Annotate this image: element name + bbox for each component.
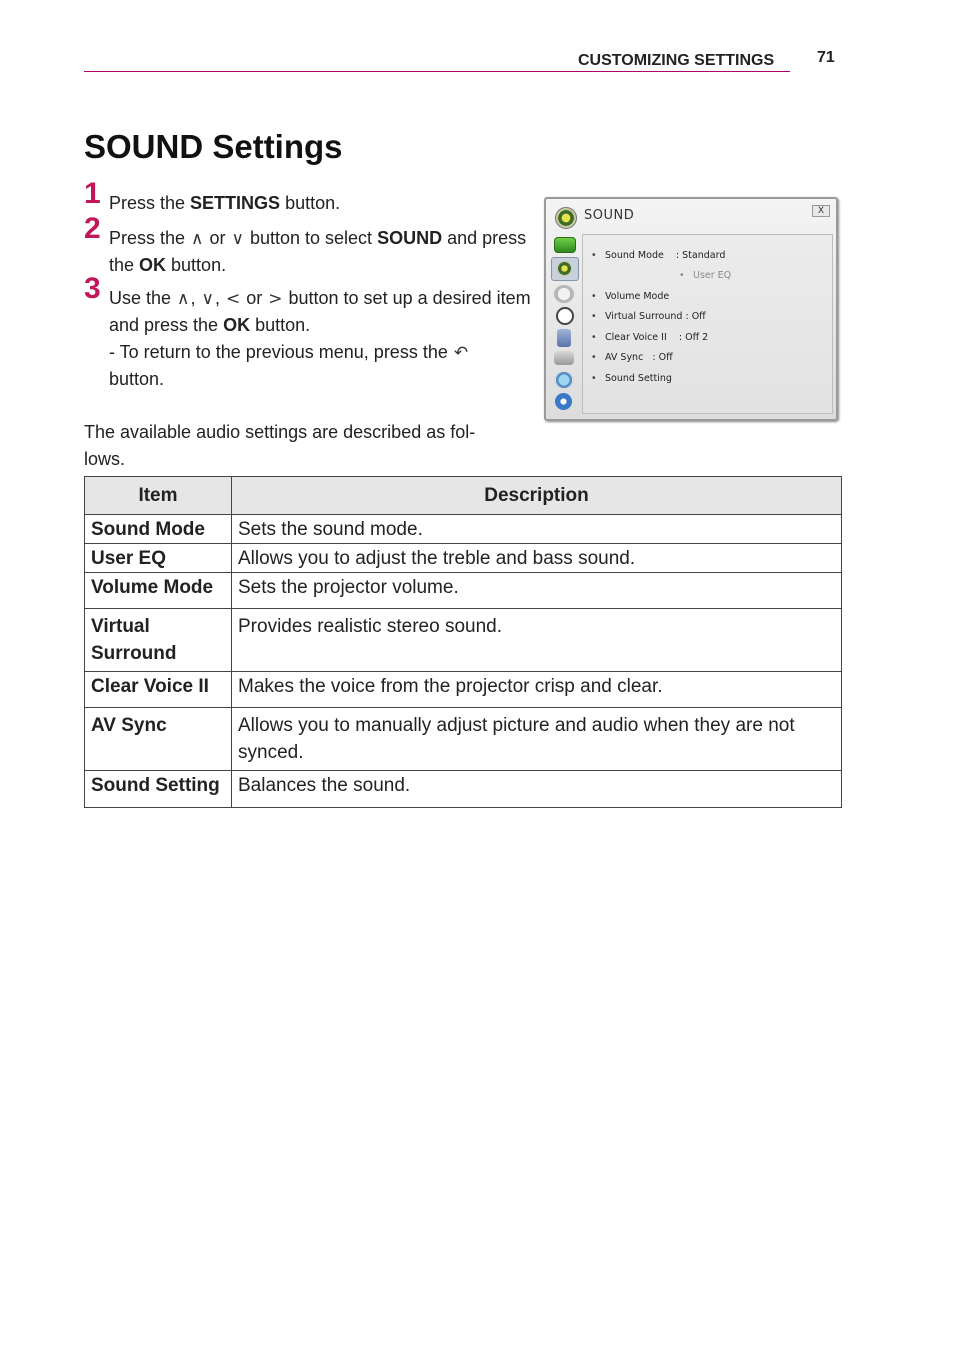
item-cell: Virtual Surround xyxy=(85,609,232,672)
menu-item: • Sound Mode : Standard xyxy=(591,250,726,261)
table-row xyxy=(85,708,842,771)
menu-sidebar xyxy=(550,235,580,413)
time-icon xyxy=(554,285,574,303)
up-arrow-icon: ∧ xyxy=(191,229,204,249)
column-header-description: Description xyxy=(232,477,842,515)
support-icon xyxy=(555,393,572,410)
lock-icon xyxy=(557,329,571,347)
description-cell: Allows you to adjust the treble and bass sound. xyxy=(232,544,842,573)
step-text: Use the ∧, ∨, < or > button to set up a desired item and press the OK button. - To return to the previous menu, press the ↶ button. xyxy=(109,285,539,392)
step-2 xyxy=(84,212,539,278)
back-icon: ↶ xyxy=(453,343,469,363)
menu-panel xyxy=(582,234,833,414)
up-arrow-icon: ∧ xyxy=(177,289,190,309)
description-cell: Balances the sound. xyxy=(232,771,842,808)
step-number: 1 xyxy=(84,177,101,210)
step-number: 3 xyxy=(84,272,101,305)
step-1 xyxy=(84,177,539,216)
menu-item: • Sound Setting xyxy=(591,373,672,384)
column-header-item: Item xyxy=(85,477,232,515)
item-cell: User EQ xyxy=(85,544,232,573)
description-cell: Provides realistic stereo sound. xyxy=(232,609,842,672)
menu-item: • AV Sync : Off xyxy=(591,352,673,363)
description-cell: Makes the voice from the projector crisp and clear. xyxy=(232,672,842,708)
table-row xyxy=(85,672,842,708)
step-text: Press the ∧ or ∨ button to select SOUND and press the OK button. xyxy=(109,228,527,275)
clock-icon xyxy=(556,307,574,325)
table-header-row xyxy=(85,477,842,515)
item-cell: Volume Mode xyxy=(85,573,232,609)
sound-icon xyxy=(551,257,579,281)
table-row xyxy=(85,573,842,609)
intro-text: The available audio settings are described as fol-lows. xyxy=(84,422,476,469)
description-cell: Allows you to manually adjust picture and audio when they are not synced. xyxy=(232,708,842,771)
menu-title: SOUND xyxy=(584,208,635,223)
running-header-section: CUSTOMIZING SETTINGS xyxy=(578,52,775,69)
item-cell: Sound Mode xyxy=(85,515,232,544)
step-number: 2 xyxy=(84,212,101,245)
table-row xyxy=(85,771,842,808)
sound-icon xyxy=(555,207,577,229)
left-arrow-icon: < xyxy=(225,289,241,309)
down-arrow-icon: ∨ xyxy=(201,289,214,309)
right-arrow-icon: > xyxy=(268,289,283,309)
table-row xyxy=(85,544,842,573)
menu-item: • Clear Voice II : Off 2 xyxy=(591,332,709,343)
header-rule xyxy=(84,71,790,72)
item-cell: Sound Setting xyxy=(85,771,232,808)
item-cell: Clear Voice II xyxy=(85,672,232,708)
picture-icon xyxy=(554,237,576,253)
description-cell: Sets the sound mode. xyxy=(232,515,842,544)
sound-menu-screenshot xyxy=(544,197,838,421)
step-text: Press the SETTINGS button. xyxy=(109,193,341,213)
page-title: SOUND Settings xyxy=(84,128,343,165)
menu-item: • Volume Mode xyxy=(591,291,670,302)
item-cell: AV Sync xyxy=(85,708,232,771)
page-number: 71 xyxy=(817,49,835,66)
down-arrow-icon: ∨ xyxy=(231,229,244,249)
option-icon xyxy=(554,351,574,365)
menu-item: • Virtual Surround : Off xyxy=(591,311,706,322)
step-3 xyxy=(84,272,539,392)
table-row xyxy=(85,609,842,672)
menu-sub-item: • User EQ xyxy=(679,270,732,281)
table-row xyxy=(85,515,842,544)
description-cell: Sets the projector volume. xyxy=(232,573,842,609)
close-icon: X xyxy=(812,205,830,217)
step-note: - To return to the previous menu, press the ↶ button. xyxy=(109,342,469,389)
network-icon xyxy=(554,371,574,389)
settings-table xyxy=(84,476,842,808)
